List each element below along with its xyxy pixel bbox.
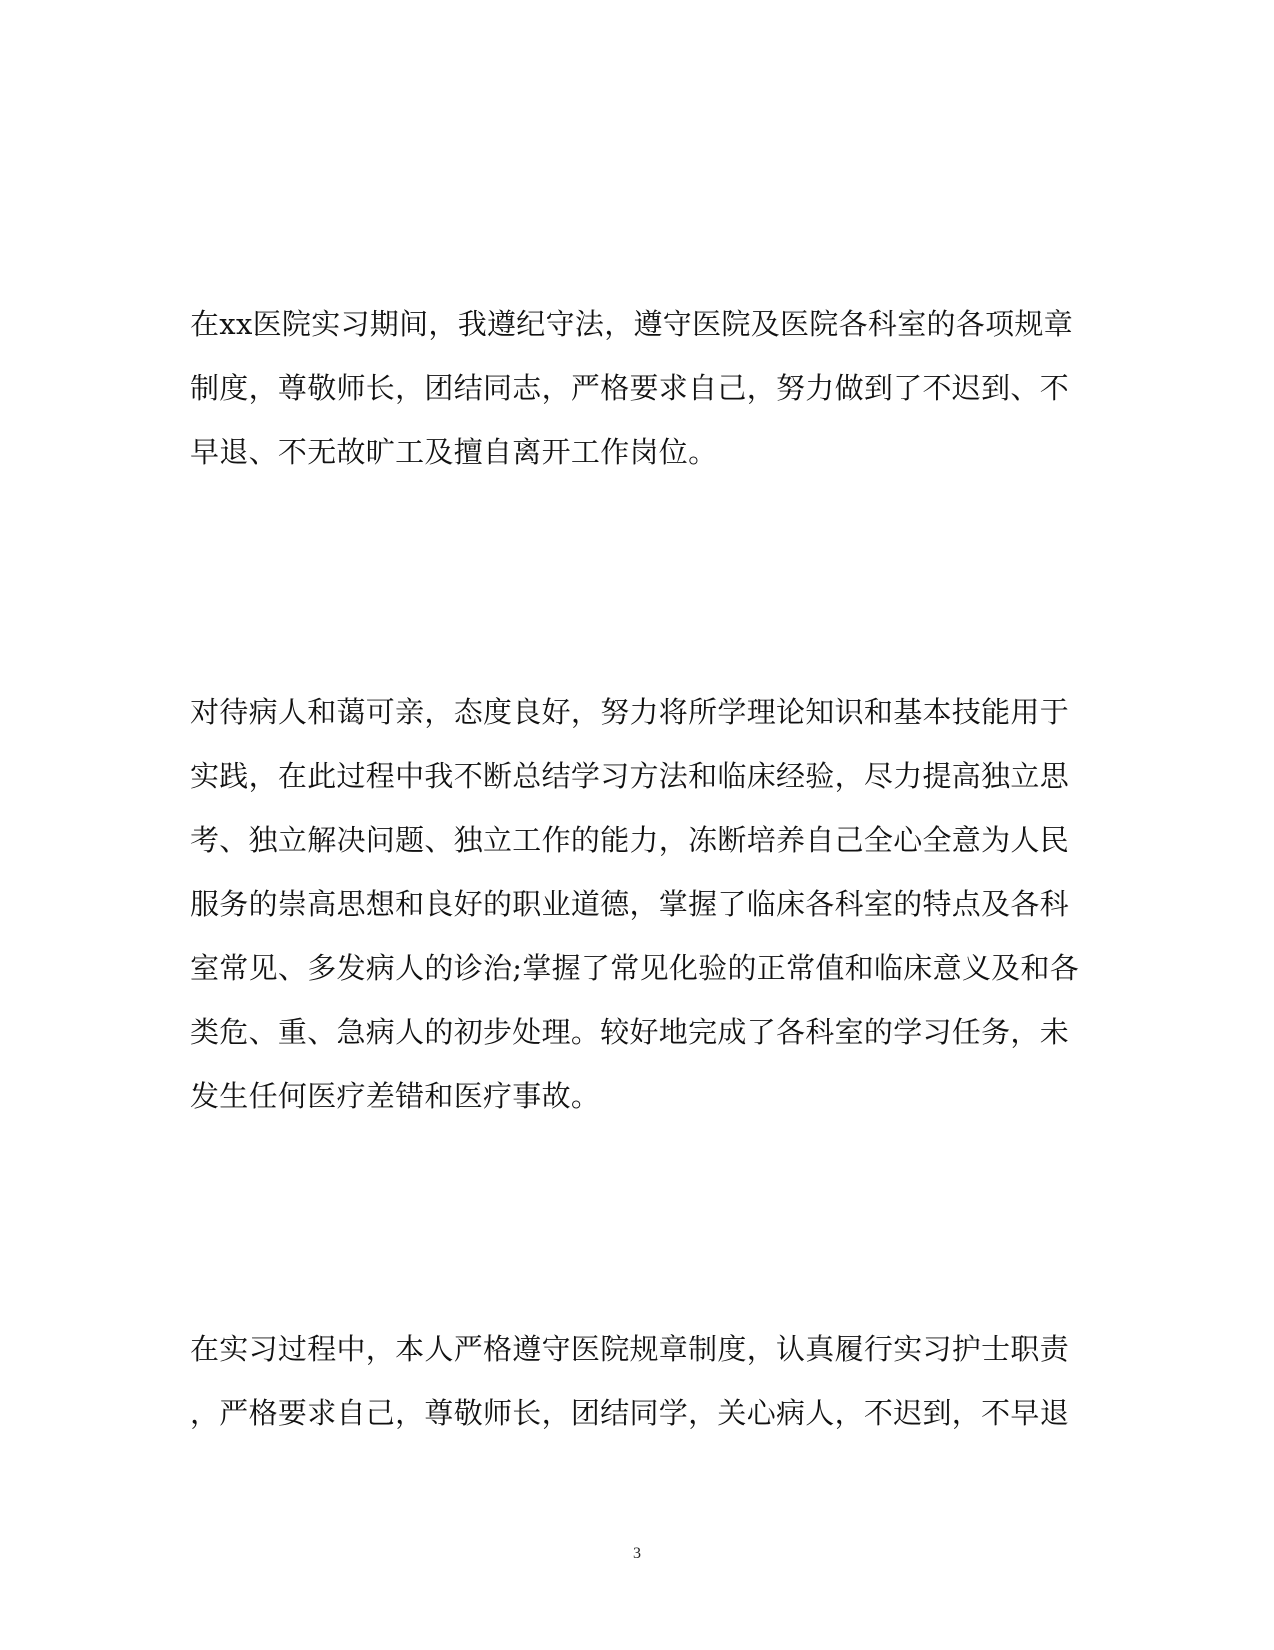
page-number: 3 [633, 1545, 641, 1562]
paragraph-line: ，严格要求自己，尊敬师长，团结同学，关心病人，不迟到，不早退 [190, 1396, 1070, 1430]
paragraph-1 [190, 292, 1090, 484]
paragraph-line: 在实习过程中，本人严格遵守医院规章制度，认真履行实习护士职责 [190, 1332, 1070, 1366]
paragraph-line: 类危、重、急病人的初步处理。较好地完成了各科室的学习任务，未 [190, 1015, 1070, 1049]
paragraph-line: 早退、不无故旷工及擅自离开工作岗位。 [190, 435, 718, 469]
paragraph-line: 室常见、多发病人的诊治;掌握了常见化验的正常值和临床意义及和各 [190, 951, 1080, 985]
paragraph-2 [190, 680, 1090, 1128]
paragraph-line: 制度，尊敬师长，团结同志，严格要求自己，努力做到了不迟到、不 [190, 371, 1070, 405]
paragraph-line: 发生任何医疗差错和医疗事故。 [190, 1079, 601, 1113]
paragraph-line: 实践，在此过程中我不断总结学习方法和临床经验，尽力提高独立思 [190, 759, 1070, 793]
paragraph-3 [190, 1317, 1090, 1445]
paragraph-line: 考、独立解决问题、独立工作的能力，冻断培养自己全心全意为人民 [190, 823, 1070, 857]
paragraph-line: 对待病人和蔼可亲，态度良好，努力将所学理论知识和基本技能用于 [190, 695, 1070, 729]
paragraph-line: 服务的崇高思想和良好的职业道德，掌握了临床各科室的特点及各科 [190, 887, 1070, 921]
paragraph-line: 在xx医院实习期间，我遵纪守法，遵守医院及医院各科室的各项规章 [190, 307, 1074, 341]
